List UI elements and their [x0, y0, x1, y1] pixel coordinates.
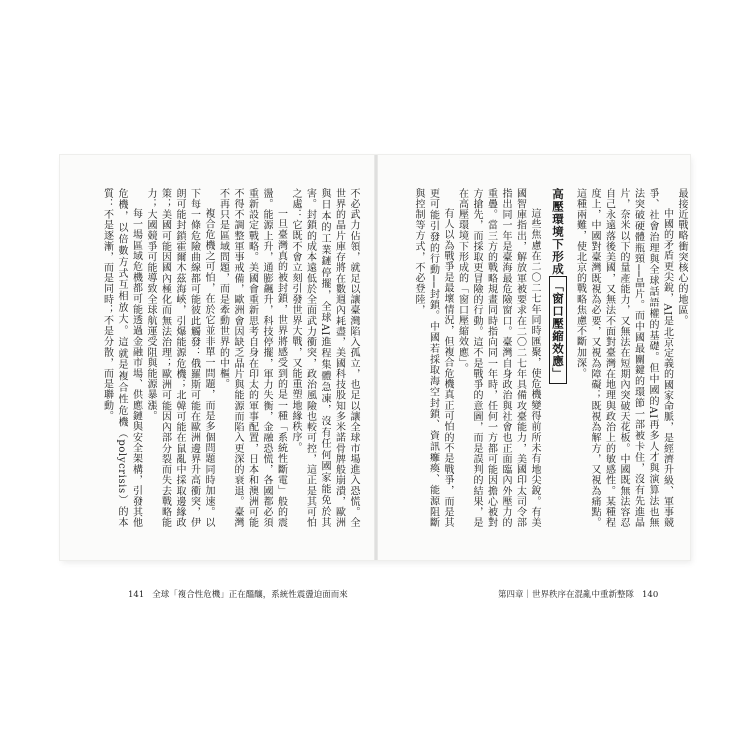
paragraph: 不必武力佔領，就足以讓臺灣陷入孤立，也足以讓全球市場進入恐慌。全世界的晶片庫存將在數週內耗盡，美國科技股知多米諾骨牌般崩潰，歐洲與日本的工業鏈停擺，全球AI進程集體急凍，沒有任何國家能免於其害。封鎖的成本遠低於全面武力衝突，政治風險也較可控，這正是其可怕之處：它既不會立刻引發世界大戰，又能重塑地緣秩序。	[290, 188, 359, 528]
right-page-footer	[498, 588, 666, 600]
section-heading	[550, 188, 565, 528]
left-page-footer	[120, 588, 348, 600]
book-gutter	[374, 155, 378, 560]
paragraph: 最接近戰略衝突核心的地區。	[676, 188, 687, 326]
paragraph: 每一場區域危機都可能透過金融市場、供應鏈與安全架構，引發其他危機，以倍數方式互相放大。這就是複合性危機（polycrisis）的本質：不是逐漸，而是同時；不是分散，而是聯動。	[101, 188, 142, 528]
running-head: 第四章｜世界秩序在混亂中重新整隊	[498, 590, 635, 600]
paragraph: 這些焦慮在二〇二七年同時匯聚，使危機變得前所未有地尖銳。有美國智庫指出，解放軍被要求在二〇二七年具備攻臺能力，美國印太司令部指出同一年是臺海最危險窗口。臺灣自身政治與社會也正面臨內外壓力的重疊。當三方的戰略規畫同時指向同一年時，任何一方都可能因擔心被對方搶先，而採取更冒險的行動。這不是戰爭的意圖，而是誤判的結果，是在高壓環境下形成的「窗口壓縮效應」。	[456, 188, 540, 528]
right-page-text	[393, 188, 688, 528]
running-head: 全球「複合性危機」正在醞釀，系統性震盪迫面而來	[152, 590, 348, 600]
section-heading-text: 高壓環境下形成	[551, 188, 565, 276]
paragraph: 中國的矛盾更尖銳，AI是北京定義的國家命脈，是經濟升級、軍事競爭、社會治理與全球話語權的基礎。但中國的AI再多人才與演算法也無法突破硬體瓶頸──晶片。而中國最關鍵的環節一部被卡住，沒有先進晶片，奈米以下的量產能力，又無法在短期內突破天花板。中國既無法容忍自己永遠落後美國，又無法不面對臺灣在地理與政治上的敏感性。某種程度上，中國對臺灣既視為必要，又視為障礙；既視為解方，又視為痛點。這種兩難，使北京的戰略焦慮不斷加深。	[574, 188, 673, 528]
paragraph: 複合危機之可怕，在於它並非單一問題，而是多個問題同時加速。以下每一條危險曲線都可能彼此觸發：俄羅斯可能在歐洲邊界升高衝突，伊朗可能封鎖霍爾木茲海峽，引爆能源危機；北韓可能在鼠亂中採取邊緣政策；美國可能因國內極化而無法治理；歐洲可能因內部分裂而失去戰略能力；大國競爭可能導致全球航運受阻與能源暴漲。	[145, 188, 214, 528]
page-number: 140	[642, 590, 659, 600]
left-page-text	[88, 188, 360, 528]
paragraph: 一旦臺灣真的被封鎖，世界將感受到的是一種「系統性斷電」般的震盪。能源上升，通膨飆升，科技停擺，軍力失衡，金融恐慌，各國都必須重新設定戰略。美國會重新思考自身在印太的軍事配置，日本和澳洲可能不得不調整軍事戒備，歐洲會因缺乏晶片與能源而陷入更深的衰退。臺灣不再只是區域問題，而是牽動世界的中樞。	[217, 188, 287, 528]
section-heading-boxed-text: 「窗口壓縮效應」	[549, 276, 567, 384]
page-number: 141	[128, 590, 145, 600]
paragraph: 有人以為戰爭是最壞情況，但複合危機真正可怕的不是戰爭，而是其更可能引發的行動──封鎖。中國若採取海空封鎖、資訊癱瘓、能源阻斷與控制等方式，不必登陸，	[413, 188, 453, 528]
